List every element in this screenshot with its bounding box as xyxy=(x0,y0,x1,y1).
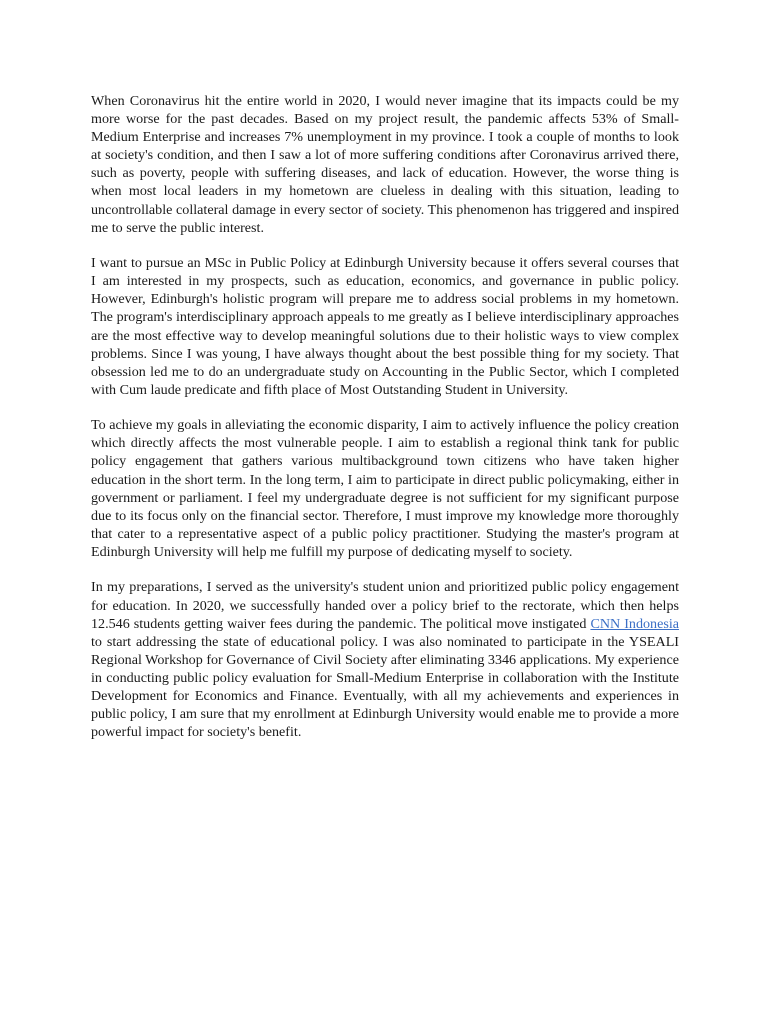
document-body xyxy=(91,92,679,759)
paragraph-goals: To achieve my goals in alleviating the economic disparity, I aim to actively influence the policy creation which directly affects the most vulnerable people. I aim to establish a regional think tank for public policy engagement that gathers various multibackground town citizens who have taken higher education in the short term. In the long term, I aim to participate in direct public policymaking, either in government or parliament. I feel my undergraduate degree is not sufficient for my significant purpose due to its focus only on the financial sector. Therefore, I must improve my knowledge more thoroughly that cater to a representative aspect of a public policy practitioner. Studying the master's program at Edinburgh University will help me fulfill my purpose of dedicating myself to society. xyxy=(91,417,679,560)
paragraph-coronavirus-impact: When Coronavirus hit the entire world in 2020, I would never imagine that its impacts could be my more worse for the past decades. Based on my project result, the pandemic affects 53% of Small-Medium Enterprise and increases 7% unemployment in my province. I took a couple of months to look at society's condition, and then I saw a lot of more suffering conditions after Coronavirus arrived there, such as poverty, people with suffering diseases, and lack of education. However, the worse thing is when most local leaders in my hometown are clueless in dealing with this situation, leading to uncontrollable collateral damage in every sector of society. This phenomenon has triggered and inspired me to serve the public interest. xyxy=(91,93,679,236)
paragraph-preparations xyxy=(91,578,679,741)
paragraph-preparations-text-end: to start addressing the state of educational policy. I was also nominated to participate in the YSEALI Regional Workshop for Governance of Civil Society after eliminating 3346 applications. My experience in conducting public policy evaluation for Small-Medium Enterprise in collaboration with the Institute Development for Economics and Finance. Eventually, with all my achievements and experiences in public policy, I am sure that my enrollment at Edinburgh University would enable me to provide a more powerful impact for society's benefit. xyxy=(91,633,679,741)
paragraph-msc-motivation: I want to pursue an MSc in Public Policy at Edinburgh University because it offers several courses that I am interested in my prospects, such as education, economics, and governance in public policy. However, Edinburgh's holistic program will prepare me to address social problems in my hometown. The program's interdisciplinary approach appeals to me greatly as I believe interdisciplinary approaches are the most effective way to develop meaningful solutions due to their holistic ways to view complex problems. Since I was young, I have always thought about the best possible thing for my society. That obsession led me to do an undergraduate study on Accounting in the Public Sector, which I completed with Cum laude predicate and fifth place of Most Outstanding Student in University. xyxy=(91,255,679,398)
paragraph-preparations-text-start: In my preparations, I served as the university's student union and prioritized public policy engagement for education. In 2020, we successfully handed over a policy brief to the rectorate, which then helps 12.546 students getting waiver fees during the pandemic. The political move instigated xyxy=(91,579,679,632)
cnn-indonesia-link[interactable]: CNN Indonesia xyxy=(590,615,680,632)
